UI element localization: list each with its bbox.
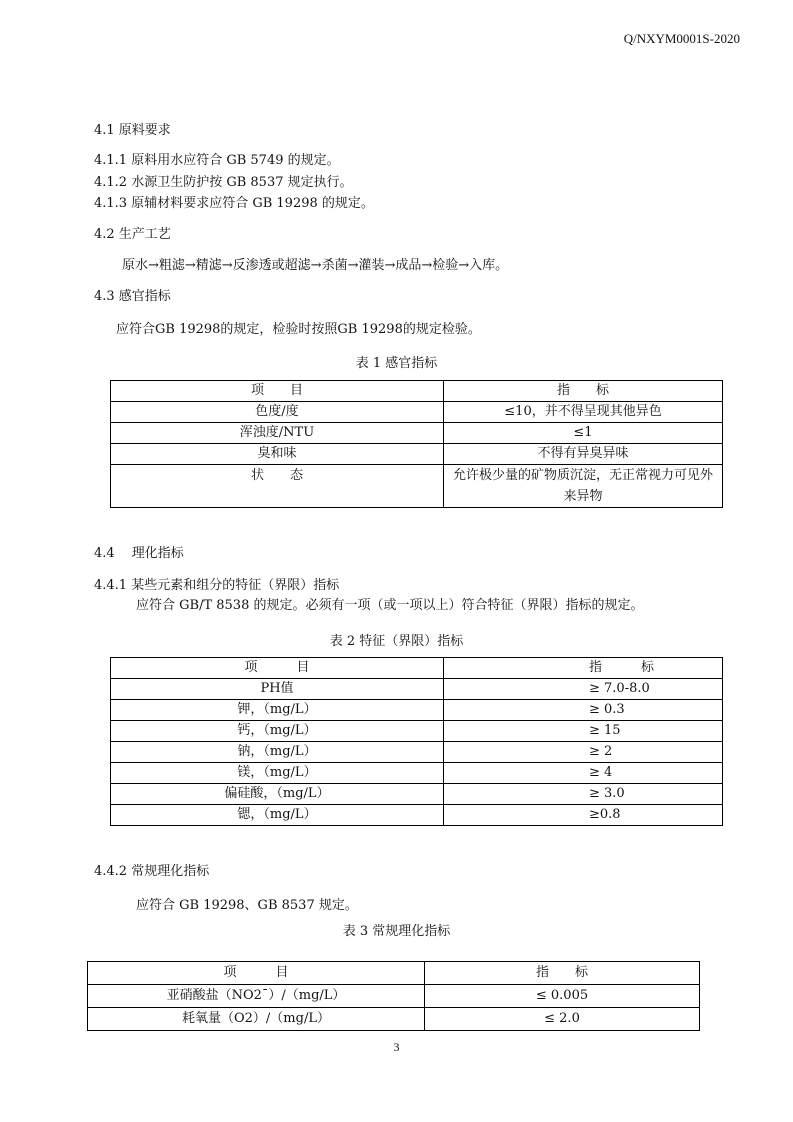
cell-indicator: ≤ 2.0: [425, 1008, 700, 1031]
header-indicator: 指 标: [444, 381, 723, 402]
cell-item: 钙，（mg/L）: [111, 721, 444, 742]
cell-item: 色度/度: [111, 402, 444, 423]
cell-item: PH值: [111, 679, 444, 700]
cell-item: 耗氧量（O2）/（mg/L）: [88, 1008, 425, 1031]
table-row: [111, 721, 723, 742]
cell-indicator: ≥ 7.0-8.0: [444, 679, 723, 700]
table-3-caption: 表 3 常规理化指标: [342, 924, 451, 939]
header-indicator: 指 标: [444, 658, 723, 679]
document-code: Q/NXYM0001S-2020: [623, 31, 740, 46]
cell-item: 偏硅酸，（mg/L）: [111, 784, 444, 805]
cell-item: 浑浊度/NTU: [111, 423, 444, 444]
item-4-1-1: 4.1.1 原料用水应符合 GB 5749 的规定。: [94, 153, 340, 168]
section-4-4-2-title: 4.4.2 常规理化指标: [94, 864, 210, 879]
cell-item: 亚硝酸盐（NO2¯）/（mg/L）: [88, 985, 425, 1008]
section-4-4-1-text: 应符合 GB/T 8538 的规定。必须有一项（或一项以上）符合特征（界限）指标的规定。: [136, 598, 644, 613]
header-item: 项 目: [111, 658, 444, 679]
cell-indicator: ≥0.8: [444, 805, 723, 826]
cell-item: 钠，（mg/L）: [111, 742, 444, 763]
table-row: [111, 679, 723, 700]
header-item: 项 目: [111, 381, 444, 402]
table-row: [111, 465, 723, 508]
section-4-2-title: 4.2 生产工艺: [94, 227, 171, 242]
characteristic-table: [110, 657, 723, 826]
table-row: [88, 1008, 700, 1031]
cell-item: 锶，（mg/L）: [111, 805, 444, 826]
table-row: [111, 742, 723, 763]
table-row: [111, 444, 723, 465]
section-4-4-2-text: 应符合 GB 19298、GB 8537 规定。: [136, 898, 358, 913]
cell-indicator: ≥ 0.3: [444, 700, 723, 721]
cell-indicator: ≥ 2: [444, 742, 723, 763]
cell-indicator: ≤ 0.005: [425, 985, 700, 1008]
routine-physicochemical-table: [87, 961, 700, 1031]
cell-indicator: ≥ 3.0: [444, 784, 723, 805]
table-row: [111, 805, 723, 826]
section-4-3-title: 4.3 感官指标: [94, 289, 171, 304]
header-indicator: 指 标: [425, 962, 700, 985]
process-flow: 原水→粗滤→精滤→反渗透或超滤→杀菌→灌装→成品→检验→入库。: [122, 258, 509, 273]
header-item: 项 目: [88, 962, 425, 985]
sensory-requirement-text: 应符合GB 19298的规定，检验时按照GB 19298的规定检验。: [116, 322, 481, 337]
table-header-row: [111, 381, 723, 402]
table-row: [88, 985, 700, 1008]
cell-indicator: ≥ 15: [444, 721, 723, 742]
page-number: 3: [393, 1040, 400, 1054]
section-4-1-title: 4.1 原料要求: [94, 123, 171, 138]
table-row: [111, 700, 723, 721]
cell-item: 状 态: [111, 465, 444, 508]
section-4-4-title: 4.4 理化指标: [94, 546, 184, 561]
item-4-1-2: 4.1.2 水源卫生防护按 GB 8537 规定执行。: [94, 175, 353, 190]
sensory-table: [110, 380, 723, 508]
table-row: [111, 784, 723, 805]
table-row: [111, 763, 723, 784]
cell-item: 臭和味: [111, 444, 444, 465]
cell-indicator: ≥ 4: [444, 763, 723, 784]
table-1-caption: 表 1 感官指标: [355, 356, 438, 371]
table-row: [111, 402, 723, 423]
table-row: [111, 423, 723, 444]
cell-item: 钾，（mg/L）: [111, 700, 444, 721]
cell-indicator: 不得有异臭异味: [444, 444, 723, 465]
cell-item: 镁，（mg/L）: [111, 763, 444, 784]
cell-indicator: 允许极少量的矿物质沉淀，无正常视力可见外来异物: [444, 465, 723, 508]
section-4-4-1-title: 4.4.1 某些元素和组分的特征（界限）指标: [94, 578, 340, 593]
table-header-row: [111, 658, 723, 679]
cell-indicator: ≤10，并不得呈现其他异色: [444, 402, 723, 423]
table-2-caption: 表 2 特征（界限）指标: [329, 634, 464, 649]
table-header-row: [88, 962, 700, 985]
cell-indicator: ≤1: [444, 423, 723, 444]
item-4-1-3: 4.1.3 原辅材料要求应符合 GB 19298 的规定。: [94, 196, 374, 211]
